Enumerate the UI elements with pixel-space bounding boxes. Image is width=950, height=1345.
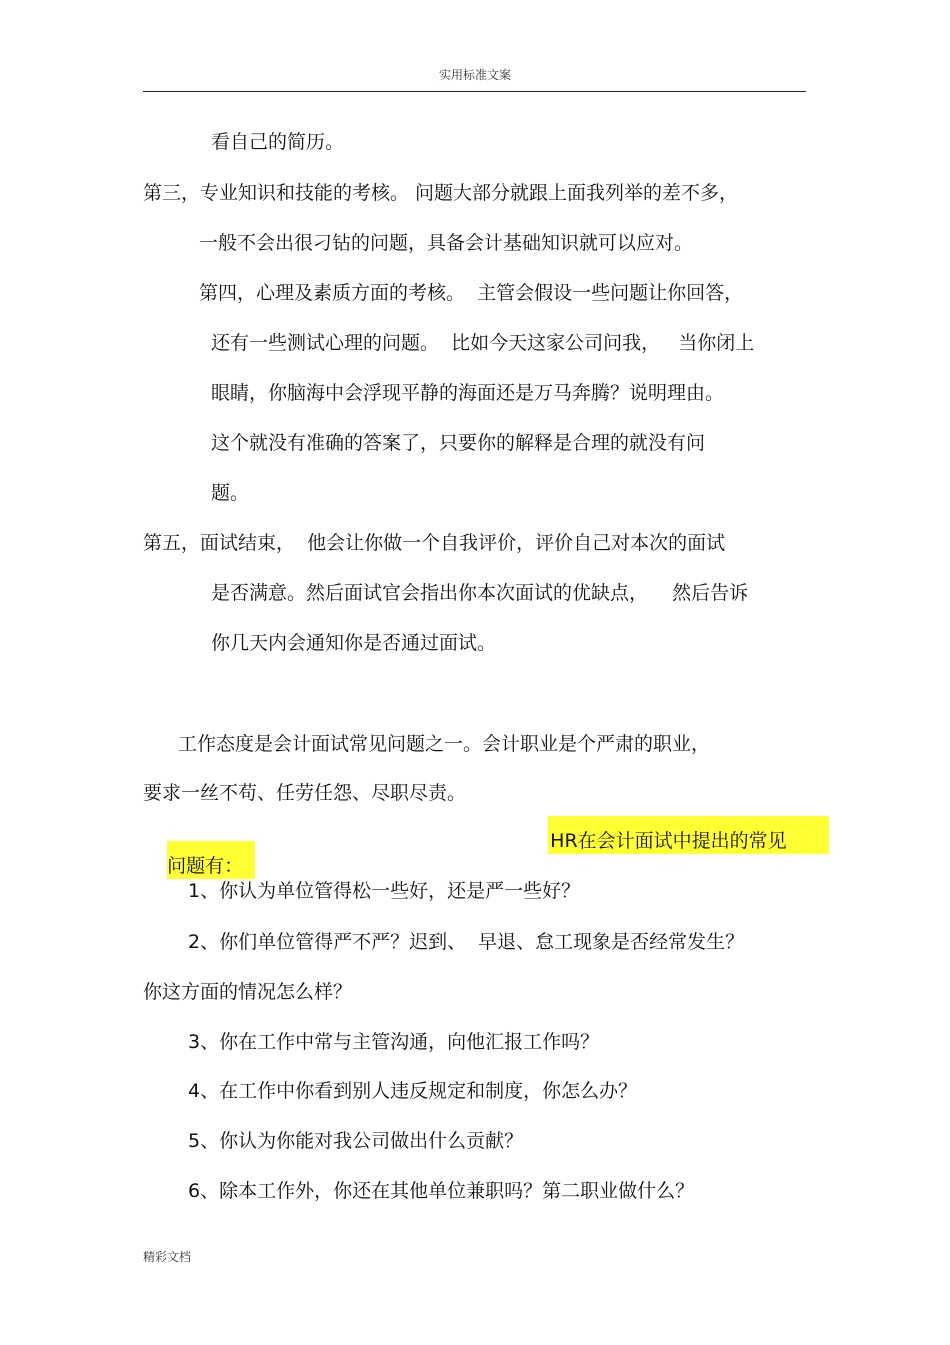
page-footer: 精彩文档 bbox=[143, 1250, 192, 1264]
intro-line: 工作态度是会计面试常见问题之一。会计职业是个严肃的职业， bbox=[178, 733, 711, 755]
question-item: 6、除本工作外，你还在其他单位兼职吗？第二职业做什么？ bbox=[188, 1180, 695, 1202]
question-item: 1、你认为单位管得松一些好，还是严一些好？ bbox=[188, 880, 581, 902]
text-line: 还有一些测试心理的问题。 比如今天这家公司问我， 当你闭上 bbox=[211, 332, 755, 354]
highlighted-text: HR在会计面试中提出的常见 bbox=[548, 816, 829, 854]
highlighted-text: 问题有： bbox=[167, 841, 255, 879]
question-item: 2、你们单位管得严不严？迟到、 早退、怠工现象是否经常发生？ bbox=[188, 931, 745, 953]
text-line: 你几天内会通知你是否通过面试。 bbox=[211, 632, 497, 654]
text-line: 是否满意。然后面试官会指出你本次面试的优缺点， 然后告诉 bbox=[211, 582, 749, 604]
header-rule bbox=[143, 91, 806, 92]
text-line: 第四，心理及素质方面的考核。 主管会假设一些问题让你回答， bbox=[199, 282, 744, 304]
intro-line: 要求一丝不苟、任劳任怨、尽职尽责。 bbox=[143, 782, 467, 804]
text-line: 题。 bbox=[211, 482, 250, 504]
text-line: 第三，专业知识和技能的考核。 问题大部分就跟上面我列举的差不多， bbox=[143, 182, 739, 204]
text-line: 眼睛，你脑海中会浮现平静的海面还是万马奔腾？说明理由。 bbox=[211, 382, 725, 404]
text-line: 第五，面试结束， 他会让你做一个自我评价，评价自己对本次的面试 bbox=[143, 532, 726, 554]
text-line: 看自己的简历。 bbox=[211, 131, 345, 153]
question-item: 5、你认为你能对我公司做出什么贡献？ bbox=[188, 1130, 524, 1152]
question-item: 你这方面的情况怎么样？ bbox=[143, 981, 353, 1003]
text-line: 这个就没有准确的答案了，只要你的解释是合理的就没有问 bbox=[211, 432, 706, 454]
question-item: 3、你在工作中常与主管沟通，向他汇报工作吗？ bbox=[188, 1031, 600, 1053]
text-line: 一般不会出很刁钻的问题，具备会计基础知识就可以应对。 bbox=[199, 232, 694, 254]
question-item: 4、在工作中你看到别人违反规定和制度，你怎么办？ bbox=[188, 1080, 638, 1102]
page-header: 实用标准文案 bbox=[438, 68, 511, 82]
